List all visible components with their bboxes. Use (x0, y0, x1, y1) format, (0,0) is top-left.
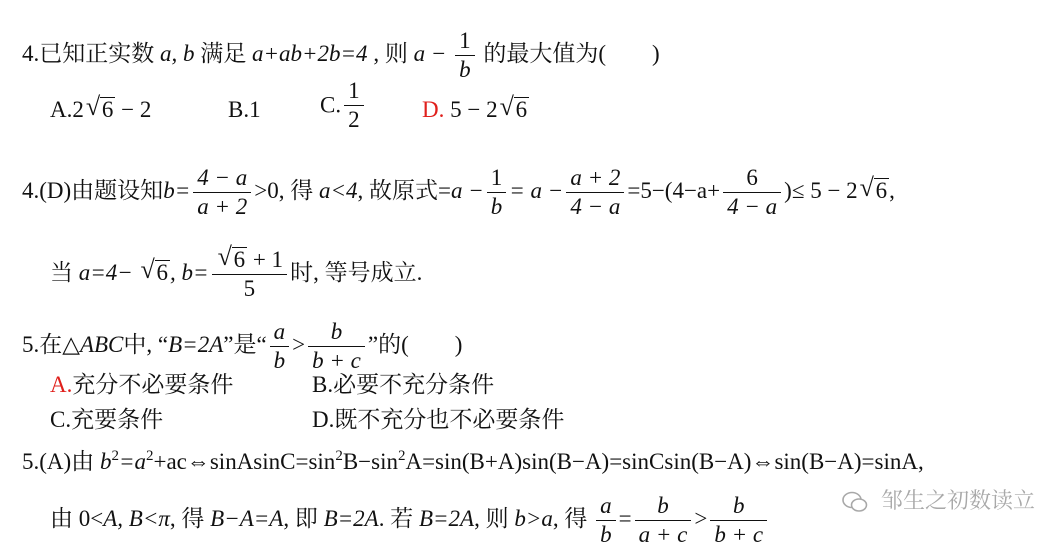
q4-vars: a, b (160, 40, 195, 66)
a5-line-2: 由 0<A, B<π, 得 B−A=A, 即 B=2A. 若 B=2A, 则 b>a, 得 $\frac{a}{b}$ = $\frac{b}{a + c}$ > $\frac{b}{b + c}$ (50, 492, 770, 549)
q5-stem: 5.在△ABC中, “B=2A”是“ $\frac{a}{b}$ > $\frac{b}{b + c}$ ”的( ) (22, 319, 463, 373)
watermark-text: 邹生之初数读立 (880, 489, 1035, 514)
q5-option-c: C.充要条件 (50, 407, 164, 432)
q4-stem-text-4: 的最大值为( ) (483, 40, 660, 66)
q4-option-b: B.1 (228, 97, 261, 122)
q4-option-d: D. 5 − 2√ 6 (422, 95, 529, 125)
wechat-icon (842, 491, 868, 513)
q4-stem-text-3: , 则 (373, 40, 408, 66)
q4-condition: a+ab+2b=4 (252, 40, 368, 66)
a5-line-1: 5.(A)由 $b^2=a^2+ac\Leftrightarrow sinAsinC=\sin^2B-\sin^2A=\sin(B+A)\sin(B-A)=sinCsin(B-A)\Leftrightarrow\sin(B-A)=\sin A$, (22, 448, 924, 474)
q5-option-d: D.既不充分也不必要条件 (312, 407, 565, 432)
q5-option-b: B.必要不充分条件 (312, 372, 495, 397)
q4-fraction: $\frac{1}{b}$ (455, 27, 475, 84)
a4-line-1: 4.(D)由题设知b= $\frac{4 - a}{a + 2}$ >0, 得 a<4, 故原式=a − $\frac{1}{b}$ = a − $\frac{a + 2}{4 - a}$ =5−(4−a+ $\frac{6}{4 - a}$ )≤ 5 − 2√ 6, (22, 164, 895, 221)
watermark (842, 484, 1035, 515)
q4-stem-text: 4.已知正实数 (22, 40, 155, 66)
q5-option-a: A.充分不必要条件 (50, 372, 234, 397)
q4-stem-text-2: 满足 (200, 40, 247, 66)
q4-stem (22, 27, 660, 84)
q4-option-a: A.2√ 6 − 2 (50, 95, 151, 125)
a4-line-2: 当 a=4− √ 6, b= √ $\frac{6 + 1}{5}$ 时, 等号成立. (50, 246, 422, 303)
q4-expr: a − (413, 40, 447, 66)
q4-option-c: C. $\frac{1}{2}$ (320, 77, 367, 134)
